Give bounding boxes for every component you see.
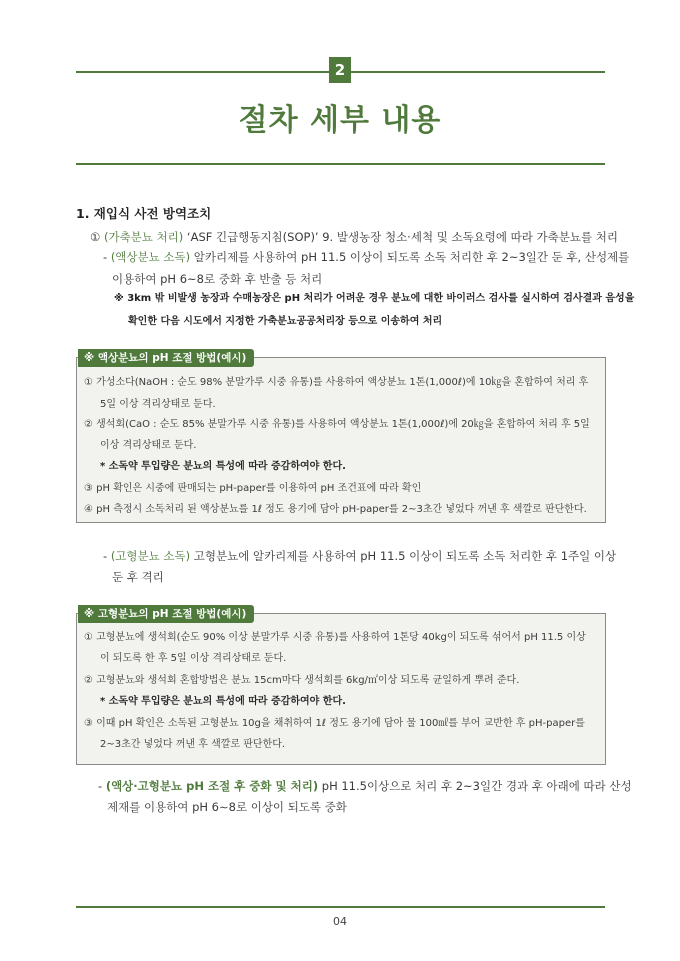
liquid-manure-line-2: 이용하여 pH 6~8로 중화 후 반출 등 처리 xyxy=(112,272,323,286)
chapter-number-badge: 2 xyxy=(329,57,351,83)
box2-item-3b: 2~3초간 넣었다 꺼낸 후 색깔로 판단한다. xyxy=(100,739,286,750)
liquid-manure-tag: (액상분뇨 소독) xyxy=(110,250,191,264)
neutralization-line-2: 제재를 이용하여 pH 6∼8로 이상이 되도록 중화 xyxy=(107,800,347,814)
box2-item-1a: ① 고형분뇨에 생석회(순도 90% 이상 분말가루 시중 유통)를 사용하여 1톤당 40kg이 되도록 섞어서 pH 11.5 이상 xyxy=(84,632,586,643)
neutralization-tag: (액상·고형분뇨 pH 조절 후 중화 및 처리) xyxy=(105,779,319,793)
note-line-2: 확인한 다음 시도에서 지정한 가축분뇨공공처리장 등으로 이송하여 처리 xyxy=(128,316,443,327)
liquid-manure-line-1: - (액상분뇨 소독) 알카리제를 사용하여 pH 11.5 이상이 되도록 소독 처리한 후 2~3일간 둔 후, 산성제를 xyxy=(103,250,630,264)
box2-item-1b: 이 되도록 한 후 5일 이상 격리상태로 둔다. xyxy=(100,653,287,664)
solid-manure-line-1: - (고형분뇨 소독) 고형분뇨에 알카리제를 사용하여 pH 11.5 이상이 되도록 소독 처리한 후 1주일 이상 xyxy=(103,549,617,563)
note-line-1: ※ 3km 밖 비발생 농장과 수매농장은 pH 처리가 어려운 경우 분뇨에 대한 바이러스 검사를 실시하여 검사결과 음성을 xyxy=(114,293,635,304)
box1-item-2b: 이상 격리상태로 둔다. xyxy=(100,440,197,451)
liquid-manure-text: 알카리제를 사용하여 pH 11.5 이상이 되도록 소독 처리한 후 2~3일간 둔 후, 산성제를 xyxy=(193,250,630,264)
item-tag: (가축분뇨 처리) xyxy=(103,230,184,244)
box1-item-1b: 5일 이상 격리상태로 둔다. xyxy=(100,399,216,410)
solid-manure-line-2: 둔 후 격리 xyxy=(112,570,164,584)
neutralization-line-1: - (액상·고형분뇨 pH 조절 후 중화 및 처리) pH 11.5이상으로 처리 후 2~3일간 경과 후 아래에 따라 산성 xyxy=(98,779,632,793)
box1-item-4: ④ pH 측정시 소독처리 된 액상분뇨를 1ℓ 정도 용기에 담아 pH-paper를 2∼3초간 넣었다 꺼낸 후 색깔로 판단한다. xyxy=(84,504,587,515)
box2-item-3a: ③ 이때 pH 확인은 소독된 고형분뇨 10g을 채취하여 1ℓ 정도 용기에 담아 물 100㎖를 부어 교반한 후 pH-paper를 xyxy=(84,718,585,729)
box1-item-1a: ① 가성소다(NaOH : 순도 98% 분말가루 시중 유통)를 사용하여 액상분뇨 1톤(1,000ℓ)에 10㎏을 혼합하여 처리 후 xyxy=(84,377,589,388)
box2-item-2: ② 고형분뇨와 생석회 혼합방법은 분뇨 15cm마다 생석회를 6kg/㎡이상 되도록 균일하게 뿌려 준다. xyxy=(84,675,520,686)
liquid-ph-method-label: ※ 액상분뇨의 pH 조절 방법(예시) xyxy=(78,349,254,367)
solid-manure-tag: (고형분뇨 소독) xyxy=(110,549,191,563)
solid-ph-method-label: ※ 고형분뇨의 pH 조절 방법(예시) xyxy=(78,605,254,623)
box1-item-3: ③ pH 확인은 시중에 판매되는 pH-paper를 이용하여 pH 조건표에 따라 확인 xyxy=(84,483,422,494)
solid-manure-text: 고형분뇨에 알카리제를 사용하여 pH 11.5 이상이 되도록 소독 처리한 후 1주일 이상 xyxy=(193,549,617,563)
section-heading: 1. 재입식 사전 방역조치 xyxy=(76,206,212,221)
neutralization-text: pH 11.5이상으로 처리 후 2~3일간 경과 후 아래에 따라 산성 xyxy=(321,779,632,793)
page-number: 04 xyxy=(333,915,347,928)
box1-note: * 소독약 투입량은 분뇨의 특성에 따라 증감하여야 한다. xyxy=(100,461,346,472)
item-text: ‘ASF 긴급행동지침(SOP)’ 9. 발생농장 청소·세척 및 소독요령에 따라 가축분뇨를 처리 xyxy=(186,230,618,244)
box2-note: * 소독약 투입량은 분뇨의 특성에 따라 증감하여야 한다. xyxy=(100,696,346,707)
item-livestock-manure xyxy=(90,229,618,245)
page-title: 절차 세부 내용 xyxy=(238,103,442,138)
header-bottom-rule xyxy=(76,163,605,165)
footer-rule xyxy=(76,906,605,908)
item-number: ① xyxy=(90,230,101,244)
box1-item-2a: ② 생석회(CaO : 순도 85% 분말가루 시중 유통)를 사용하여 액상분뇨 1톤(1,000ℓ)에 20㎏을 혼합하여 처리 후 5일 xyxy=(84,419,590,430)
